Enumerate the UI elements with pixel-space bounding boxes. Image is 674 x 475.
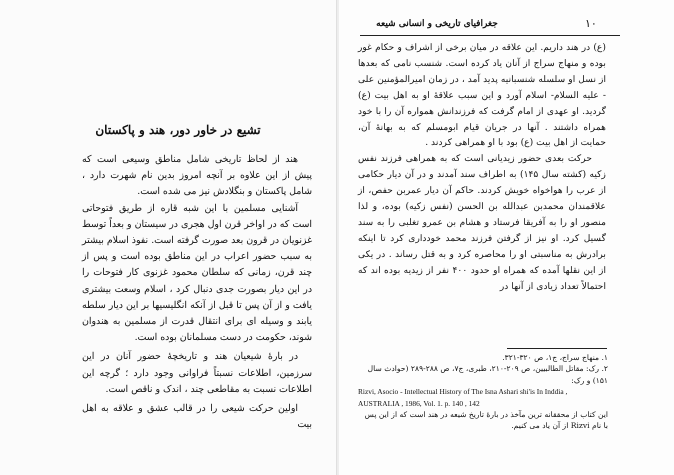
footnote: ۲. رک: مقاتل الطالبیین، ص ۲۰۹-۲۱۰، طبری، ج۷، ص ۲۸۸-۲۸۹ (حوادث سال ۱۵۱) و رک: <box>367 364 608 385</box>
footnotes <box>358 352 608 432</box>
running-head: جغرافیای تاریخی و انسانی شیعه <box>376 19 498 29</box>
footnote-latin: Rizvi, Asocio - Intellectual History of The Isna Ashari shi'is In Inddia , AUSTRALIA , 1986, Vol. 1. p. 140 , 142 <box>358 387 568 408</box>
chapter-title: تشیع در خاور دور، هند و پاکستان <box>95 123 261 137</box>
paragraph: آشنایی مسلمین با این شبه قاره از طریق فتوحاتی است که در اواخر قرن اول هجری در سیستان و بعداً توسط غزنویان در قرون بعد صورت گرفته است. نفوذ اسلام بیشتر به سبب حضور اعراب در این مناطق بوده است و پس از چند قرن، زمانی که سلطان محمود غزنوی کار فتوحات را در این دیار بصورت جدی دنبال کرد ، اسلام وسعت بیشتری یافت و از آن پس تا قبل از آنکه انگلیسیها بر این دیار سلطه یابند و وسیله ای برای انتقال قدرت از مسلمین به هندوان شوند، حکومت در دست مسلمانان بوده است. <box>82 202 312 344</box>
footnote-rule <box>507 348 607 349</box>
page-number: ۱۰ <box>585 17 597 30</box>
paragraph: هند از لحاظ تاریخی شامل مناطق وسیعی است که پیش از این علاوه بر آنچه امروز بدین نام شهرت دارد ، شامل پاکستان و بنگلادش نیز می شده است. <box>82 154 312 198</box>
footnote: ۱. منهاج سراج، ج۱، ص ۳۲۰-۳۲۱. <box>502 353 608 362</box>
footnote: این کتاب از محققانه ترین مآخذ در بارهٔ تاریخ شیعه در هند است که از این پس با نام Rizvi از آن یاد می کنیم. <box>364 410 608 431</box>
right-page-body <box>358 40 606 295</box>
paragraph: (ع) در هند داریم. این علاقه در میان برخی از اشراف و حکام غور بوده و منهاج سراج از آنان یاد کرده است. شنسب نامی که بعدها از نسل او سلسله شنسبانیه پدید آمد ، در زمان امیرالمؤمنین علی - علیه السلام- اسلام آورد و این سبب علاقهٔ او به اهل بیت (ع) گردید. او عهدی از امام گرفت که فرزندانش همواره آن را با خود همراه داشتند . آنها در جریان قیام ابومسلم که به بهانهٔ آن، حمایت از اهل بیت (ع) بود با او همراهی کردند . <box>358 42 606 149</box>
header-rule <box>360 35 620 36</box>
paragraph: در بارهٔ شیعیان هند و تاریخچهٔ حضور آنان در این سرزمین، اطلاعات نسبتاً فراوانی وجود دارد ؛ گرچه این اطلاعات نسبت به مقاطعی چند ، اندک و ناقص است. <box>82 351 312 395</box>
left-page-body <box>82 152 312 433</box>
paragraph: حرکت بعدی حضور زیدیانی است که به همراهی فرزند نفس زکیه (کشته سال ۱۴۵) به اطراف سند آمدند و در آن دیار حکامی از عرب را هواخواه خویش کردند. حاکم آن دیار عمربن حفص، از علاقمندان محمدبن عبدالله بن الحسن (نفس زکیه) بوده، و لذا منصور او را به آفریقا فرستاد و هشام بن عمرو تغلبی را به سند گسیل کرد. او نیز از گرفتن فرزند محمد خودداری کرد تا اینکه برادرش به مناسبتی او را محاصره کرد و به قتل رساند . در یکی از این نقلها آمده که همراه او حدود ۴۰۰ نفر از زیدیه بوده اند که احتمالاً تعداد زیادی از آنها در <box>358 153 606 292</box>
paragraph: اولین حرکت شیعی را در قالب عشق و علاقه به اهل بیت <box>82 403 312 431</box>
